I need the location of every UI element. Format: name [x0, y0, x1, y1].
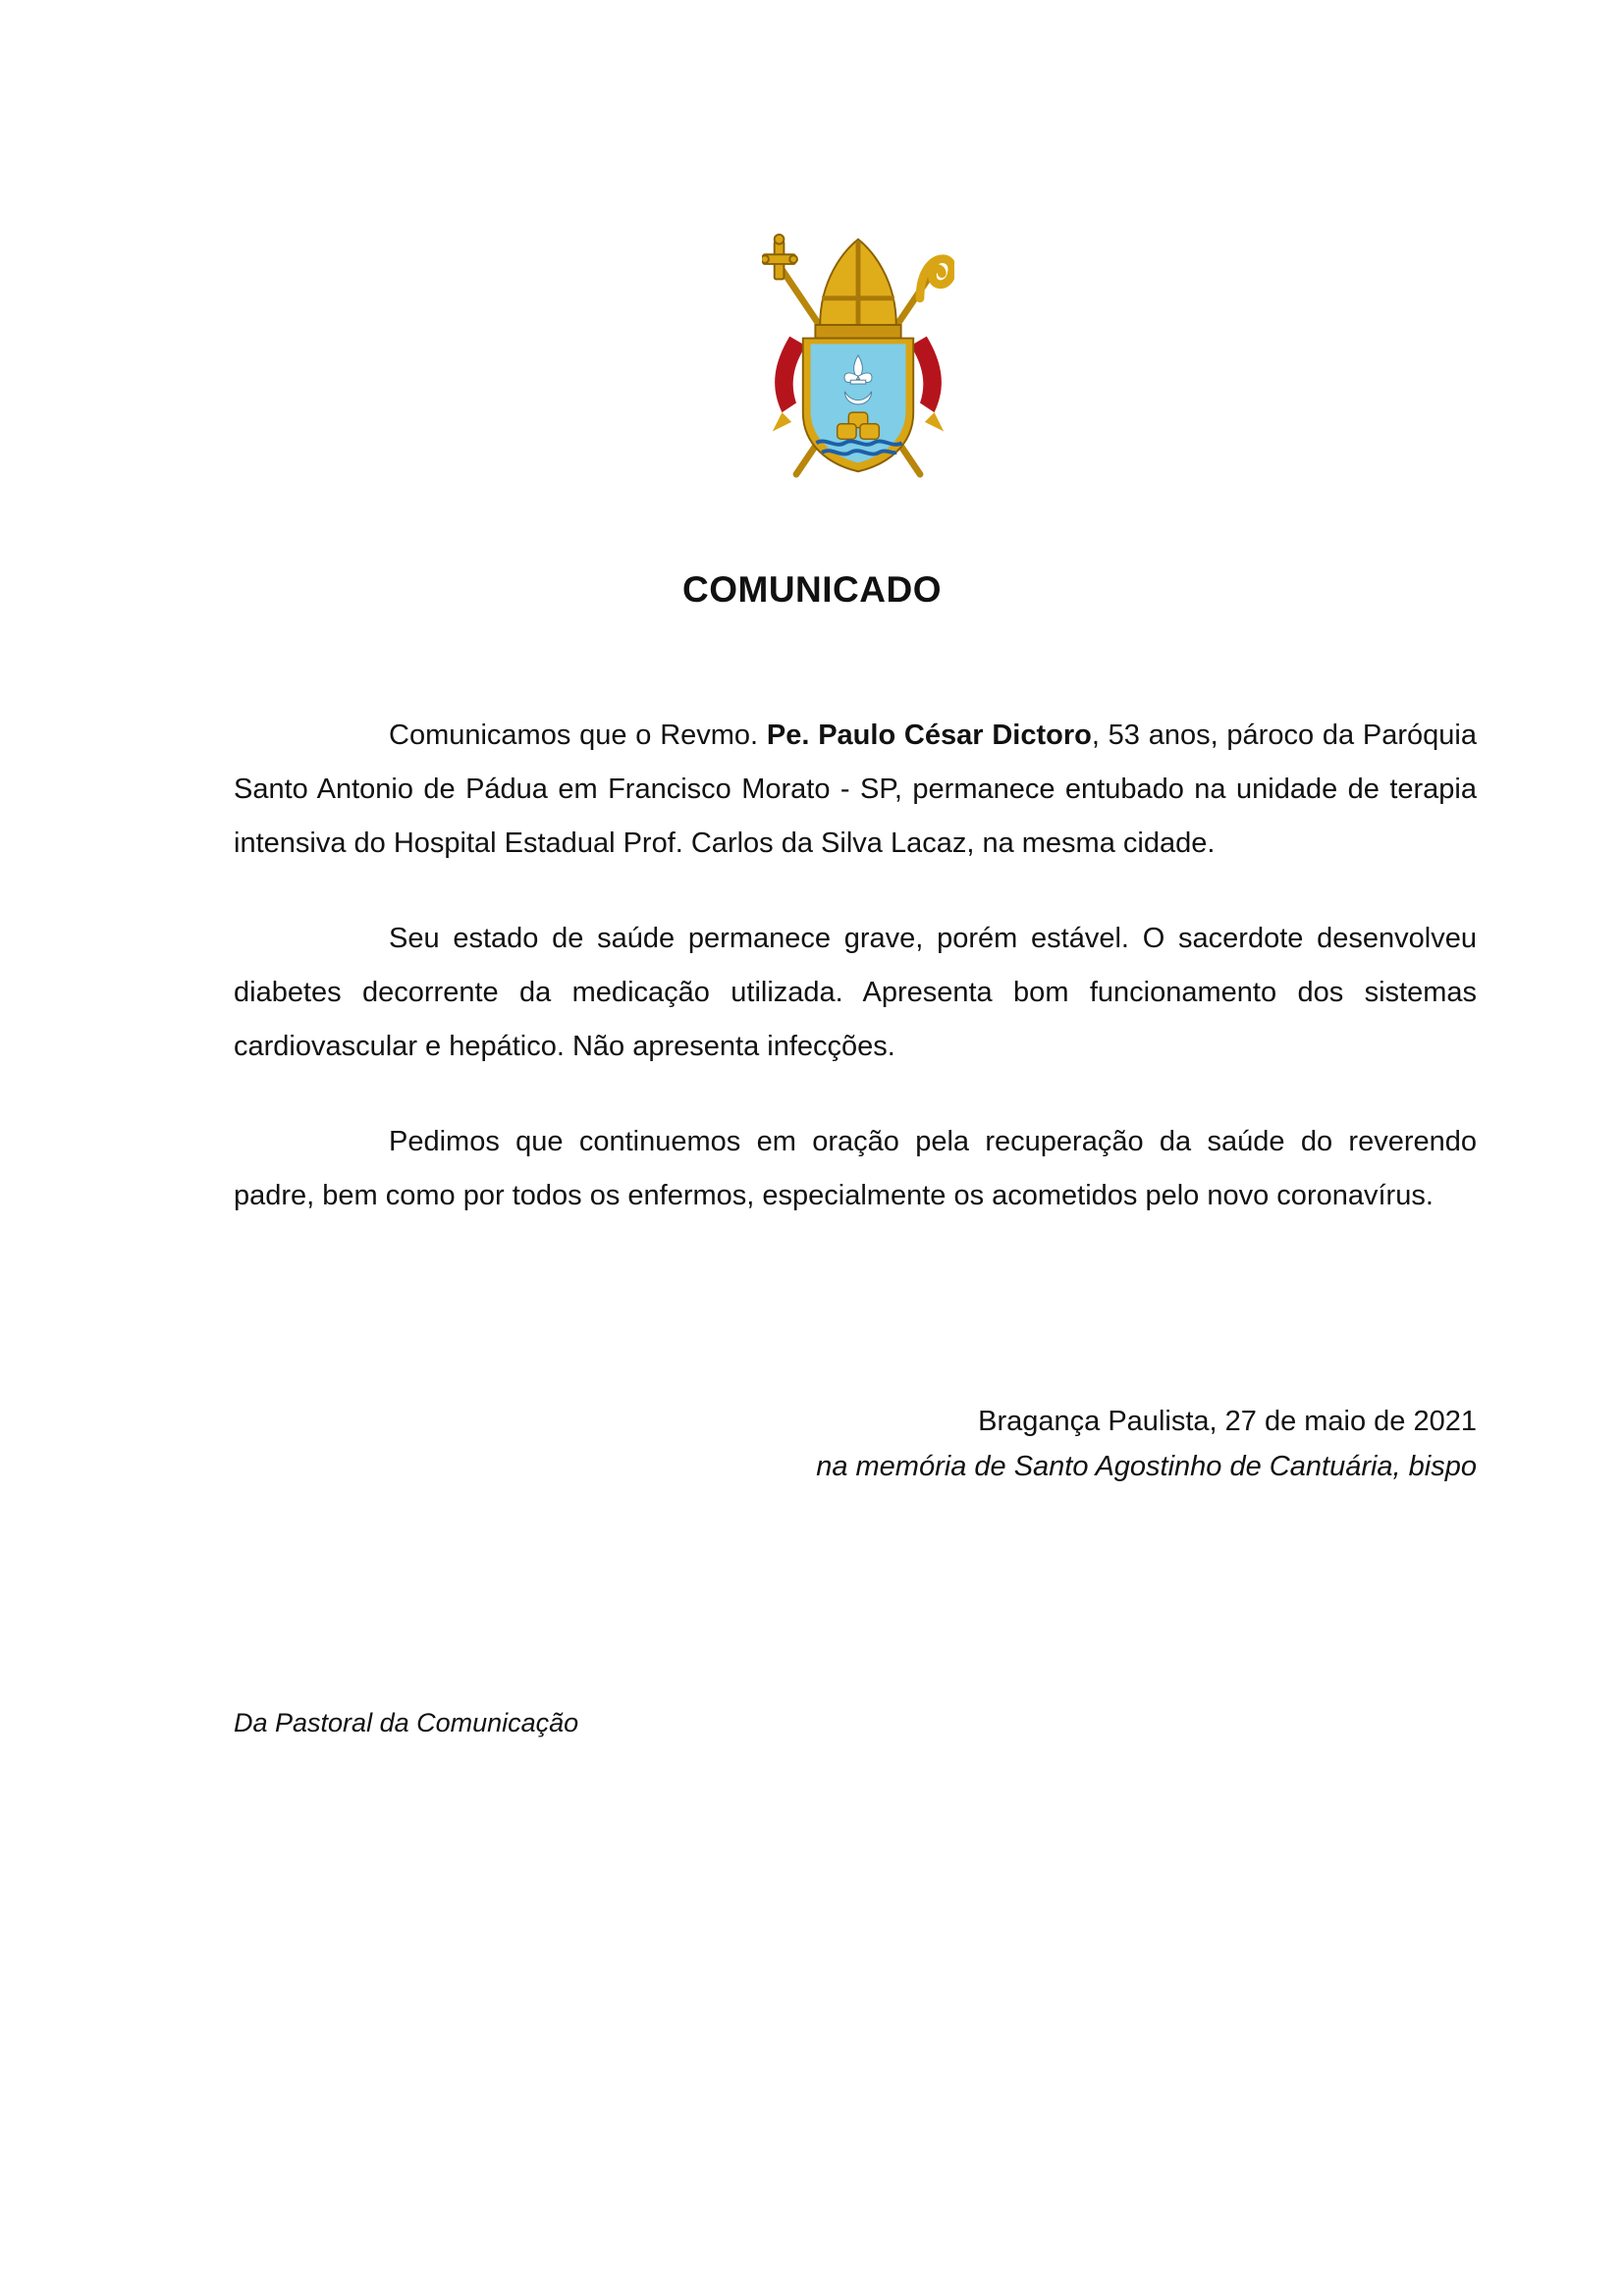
paragraph-1 [234, 709, 1477, 871]
document-body [234, 709, 1477, 1264]
paragraph-2: Seu estado de saúde permanece grave, porém estável. O sacerdote desenvolveu diabetes decorrente da medicação utilizada. Apresenta bom funcionamento dos sistemas cardiovascular e hepático. Não apresenta infecções. [234, 923, 1477, 1062]
document-title: COMUNICADO [682, 569, 942, 610]
paragraph-1-rest: , 53 anos, pároco da Paróquia Santo Antonio de Pádua em Francisco Morato - SP, permanece entubado na unidade de terapia intensiva do Hospital Estadual Prof. Carlos da Silva Lacaz, na mesma cidade. [234, 720, 1477, 859]
paragraph-1-intro: Comunicamos que o Revmo. [389, 720, 767, 751]
coat-of-arms-icon [762, 232, 954, 479]
paragraph-3: Pedimos que continuemos em oração pela recuperação da saúde do reverendo padre, bem como por todos os enfermos, especialmente os acometidos pelo novo coronavírus. [234, 1126, 1477, 1211]
place-date: Bragança Paulista, 27 de maio de 2021 [978, 1406, 1477, 1437]
priest-name: Pe. Paulo César Dictoro [766, 720, 1092, 751]
closing-block [816, 1399, 1477, 1489]
memorial-line: na memória de Santo Agostinho de Cantuária, bispo [816, 1451, 1477, 1482]
signature: Da Pastoral da Comunicação [234, 1708, 579, 1737]
